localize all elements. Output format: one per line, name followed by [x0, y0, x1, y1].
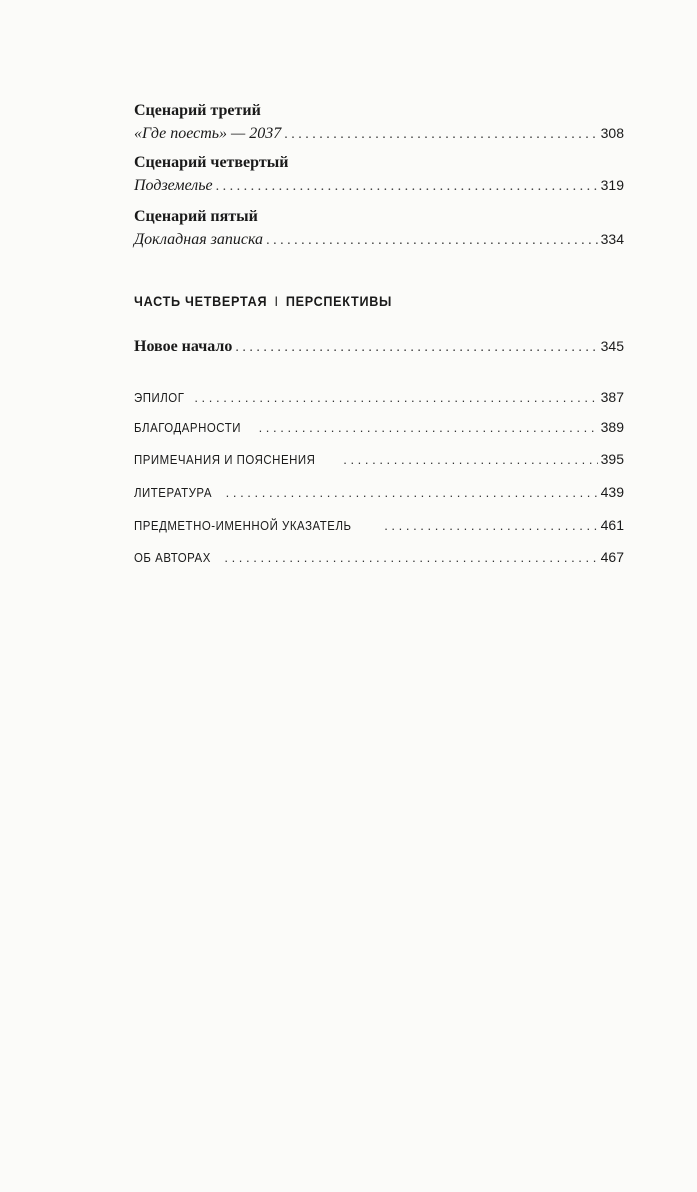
dot-leader	[259, 417, 598, 439]
scenario-row	[134, 228, 624, 250]
scenario-row	[134, 122, 624, 144]
part-heading	[134, 290, 602, 312]
toc-entry-about-authors	[134, 546, 624, 568]
dot-leader	[384, 515, 597, 537]
scenario-title: Сценарий пятый	[134, 208, 258, 225]
page-number: 387	[600, 389, 624, 405]
toc-entry-new-beginning	[134, 335, 624, 357]
toc-entry-literature	[134, 481, 624, 503]
scenario-title: Сценарий третий	[134, 102, 261, 119]
page-number: 334	[600, 231, 624, 247]
page-number: 461	[600, 517, 624, 533]
dot-leader	[194, 387, 597, 409]
dot-leader	[284, 124, 597, 146]
scenario-title: Сценарий четвертый	[134, 154, 289, 171]
entry-title: ОБ АВТОРАХ	[134, 550, 211, 565]
page-number: 467	[600, 549, 624, 565]
toc-entry-epilogue	[134, 386, 624, 408]
toc-entry-notes	[134, 448, 624, 470]
toc-entry-index	[134, 514, 624, 536]
entry-title: БЛАГОДАРНОСТИ	[134, 420, 241, 435]
page-number: 395	[600, 451, 624, 467]
part-separator: I	[274, 293, 279, 309]
dot-leader	[343, 449, 597, 471]
part-label: ЧАСТЬ ЧЕТВЕРТАЯ	[134, 293, 268, 309]
page-number: 345	[600, 338, 624, 354]
scenario-row	[134, 174, 624, 196]
page-number: 389	[600, 419, 624, 435]
entry-title: ЭПИЛОГ	[134, 390, 185, 405]
dot-leader	[266, 230, 598, 252]
page-number: 439	[600, 484, 624, 500]
page-number: 319	[600, 177, 624, 193]
toc-entry-scenario-5	[134, 206, 624, 250]
entry-title: ПРЕДМЕТНО-ИМЕННОЙ УКАЗАТЕЛЬ	[134, 518, 352, 533]
entry-title: ПРИМЕЧАНИЯ И ПОЯСНЕНИЯ	[134, 452, 316, 467]
part-name: ПЕРСПЕКТИВЫ	[285, 293, 393, 309]
entry-title: Новое начало	[134, 338, 233, 355]
scenario-subtitle: Докладная записка	[134, 231, 264, 248]
scenario-subtitle: «Где поесть» — 2037	[134, 125, 282, 142]
toc-entry-scenario-4	[134, 152, 624, 196]
entry-title: ЛИТЕРАТУРА	[134, 485, 212, 500]
toc-entry-scenario-3	[134, 100, 624, 144]
dot-leader	[224, 547, 597, 569]
page-number: 308	[600, 125, 624, 141]
toc-entry-acknowledgements	[134, 416, 624, 438]
dot-leader	[226, 482, 598, 504]
dot-leader	[216, 176, 598, 198]
dot-leader	[235, 337, 597, 359]
scenario-subtitle: Подземелье	[134, 177, 213, 194]
